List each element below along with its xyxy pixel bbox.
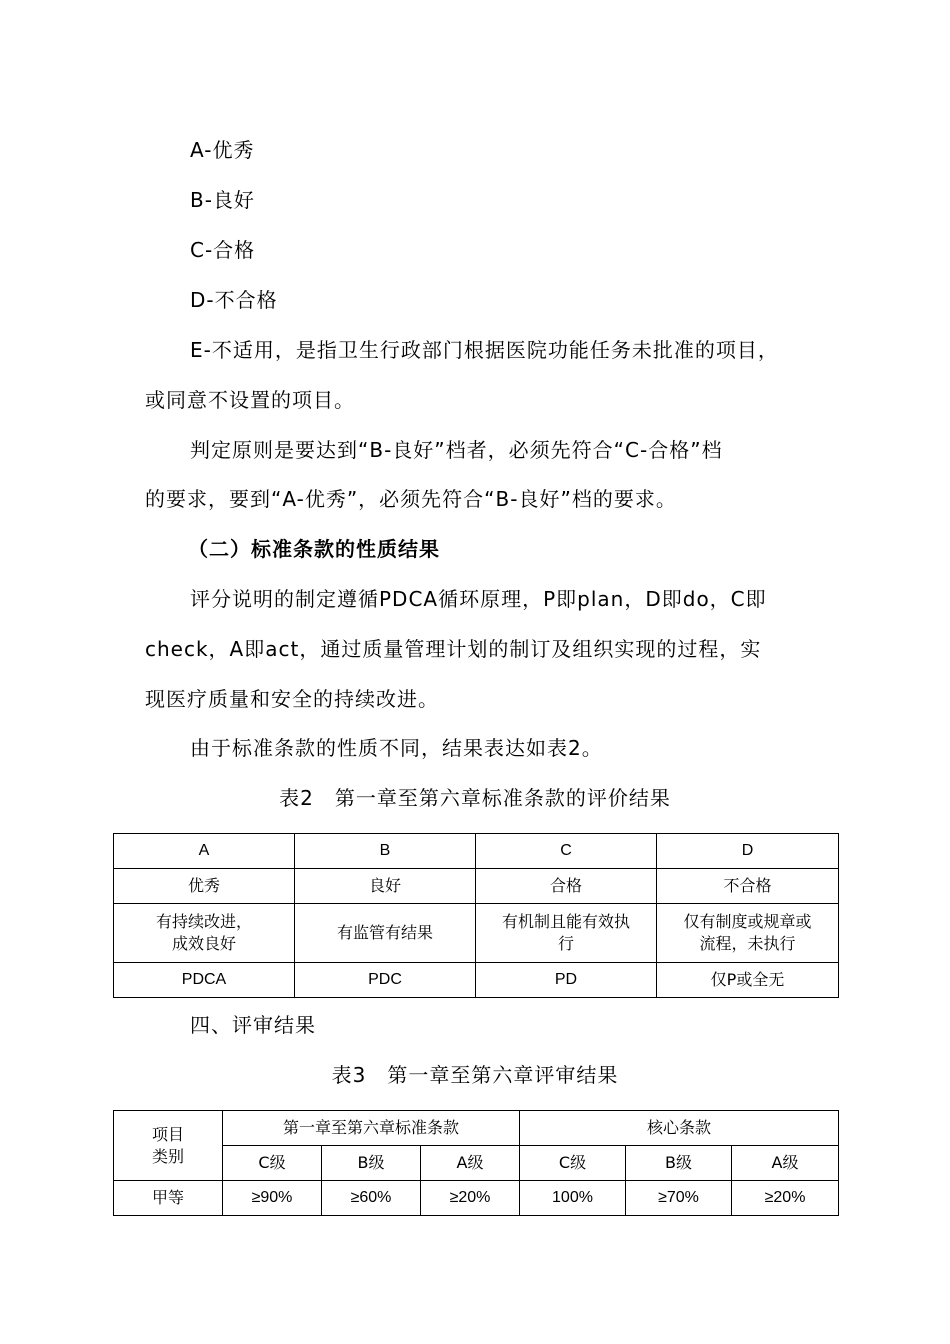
grade-c-text: C-合格	[190, 238, 256, 262]
table2-label-cell: 优秀	[114, 869, 295, 904]
table2-label-cell: 良好	[295, 869, 476, 904]
table2-header-row	[114, 834, 839, 869]
table2-header-cell: C	[476, 834, 657, 869]
table3-subheader-cell: A级	[421, 1146, 520, 1181]
table2-pdca-cell: PD	[476, 963, 657, 998]
table2-description-row	[114, 904, 839, 963]
pdca-paragraph-line2: check，A即act，通过质量管理计划的制订及组织实现的过程，实	[145, 637, 762, 661]
table2-desc-line: 仅有制度或规章或	[683, 912, 812, 931]
table3-value-cell: 100%	[520, 1181, 626, 1216]
grade-a-text: A-优秀	[190, 138, 255, 162]
table3-row-jiadeng	[114, 1181, 839, 1216]
grade-d-text: D-不合格	[190, 288, 278, 312]
table2-pdca-cell: PDC	[295, 963, 476, 998]
table3-subheader-cell: B级	[626, 1146, 732, 1181]
table2-header-cell: A	[114, 834, 295, 869]
table3-value-cell: ≥90%	[223, 1181, 322, 1216]
table2-desc-cell	[657, 904, 839, 963]
table2-pdca-row	[114, 963, 839, 998]
table3-subheader-cell: B级	[322, 1146, 421, 1181]
table3-corner-line: 项目	[151, 1124, 184, 1144]
pdca-paragraph-line3: 现医疗质量和安全的持续改进。	[145, 687, 439, 711]
table2-label-cell: 合格	[476, 869, 657, 904]
table2-desc-line: 有持续改进，	[155, 912, 252, 931]
grade-e-text-line2: 或同意不设置的项目。	[145, 388, 355, 412]
table2-header-cell: D	[657, 834, 839, 869]
table3-value-cell: ≥60%	[322, 1181, 421, 1216]
table3-value-cell: ≥20%	[421, 1181, 520, 1216]
table3-subheader-cell: C级	[520, 1146, 626, 1181]
table3-subheader-row	[114, 1146, 839, 1181]
section2-heading: （二）标准条款的性质结果	[188, 537, 440, 561]
grade-b-text: B-良好	[190, 188, 255, 212]
table2-label-row	[114, 869, 839, 904]
table3-value-cell: ≥20%	[732, 1181, 839, 1216]
table3-group-standard: 第一章至第六章标准条款	[223, 1111, 520, 1146]
table2-header-cell: B	[295, 834, 476, 869]
table2-caption: 表2 第一章至第六章标准条款的评价结果	[279, 786, 671, 810]
table3-value-cell: ≥70%	[626, 1181, 732, 1216]
table3-review-results	[113, 1110, 839, 1216]
table2-desc-line: 有监管有结果	[336, 923, 433, 942]
table2-desc-cell	[476, 904, 657, 963]
table2-desc-line: 有机制且能有效执	[501, 912, 630, 931]
grade-e-text-line1: E-不适用，是指卫生行政部门根据医院功能任务未批准的项目，	[190, 338, 779, 362]
table3-corner-line: 类别	[151, 1146, 184, 1166]
principle-line2: 的要求，要到“A-优秀”，必须先符合“B-良好”档的要求。	[145, 487, 677, 511]
table3-subheader-cell: C级	[223, 1146, 322, 1181]
table2-desc-line: 成效良好	[171, 934, 236, 953]
table-reference-text: 由于标准条款的性质不同，结果表达如表2。	[190, 736, 603, 760]
table2-evaluation-results	[113, 833, 839, 998]
table2-pdca-cell: PDCA	[114, 963, 295, 998]
section4-heading: 四、评审结果	[190, 1013, 316, 1037]
table2-label-cell: 不合格	[657, 869, 839, 904]
table2-desc-line: 行	[557, 934, 574, 953]
table3-caption: 表3 第一章至第六章评审结果	[331, 1063, 619, 1087]
table3-group-core: 核心条款	[520, 1111, 839, 1146]
principle-line1: 判定原则是要达到“B-良好”档者，必须先符合“C-合格”档	[190, 438, 723, 462]
table3-row-label: 甲等	[114, 1181, 223, 1216]
table2-desc-cell	[295, 904, 476, 963]
table3-subheader-cell: A级	[732, 1146, 839, 1181]
pdca-paragraph-line1: 评分说明的制定遵循PDCA循环原理，P即plan，D即do，C即	[190, 587, 767, 611]
table3-corner-cell	[114, 1111, 223, 1181]
table2-desc-line: 流程，未执行	[699, 934, 796, 953]
table2-desc-cell	[114, 904, 295, 963]
table3-group-header-row	[114, 1111, 839, 1146]
table2-pdca-cell: 仅P或全无	[657, 963, 839, 998]
